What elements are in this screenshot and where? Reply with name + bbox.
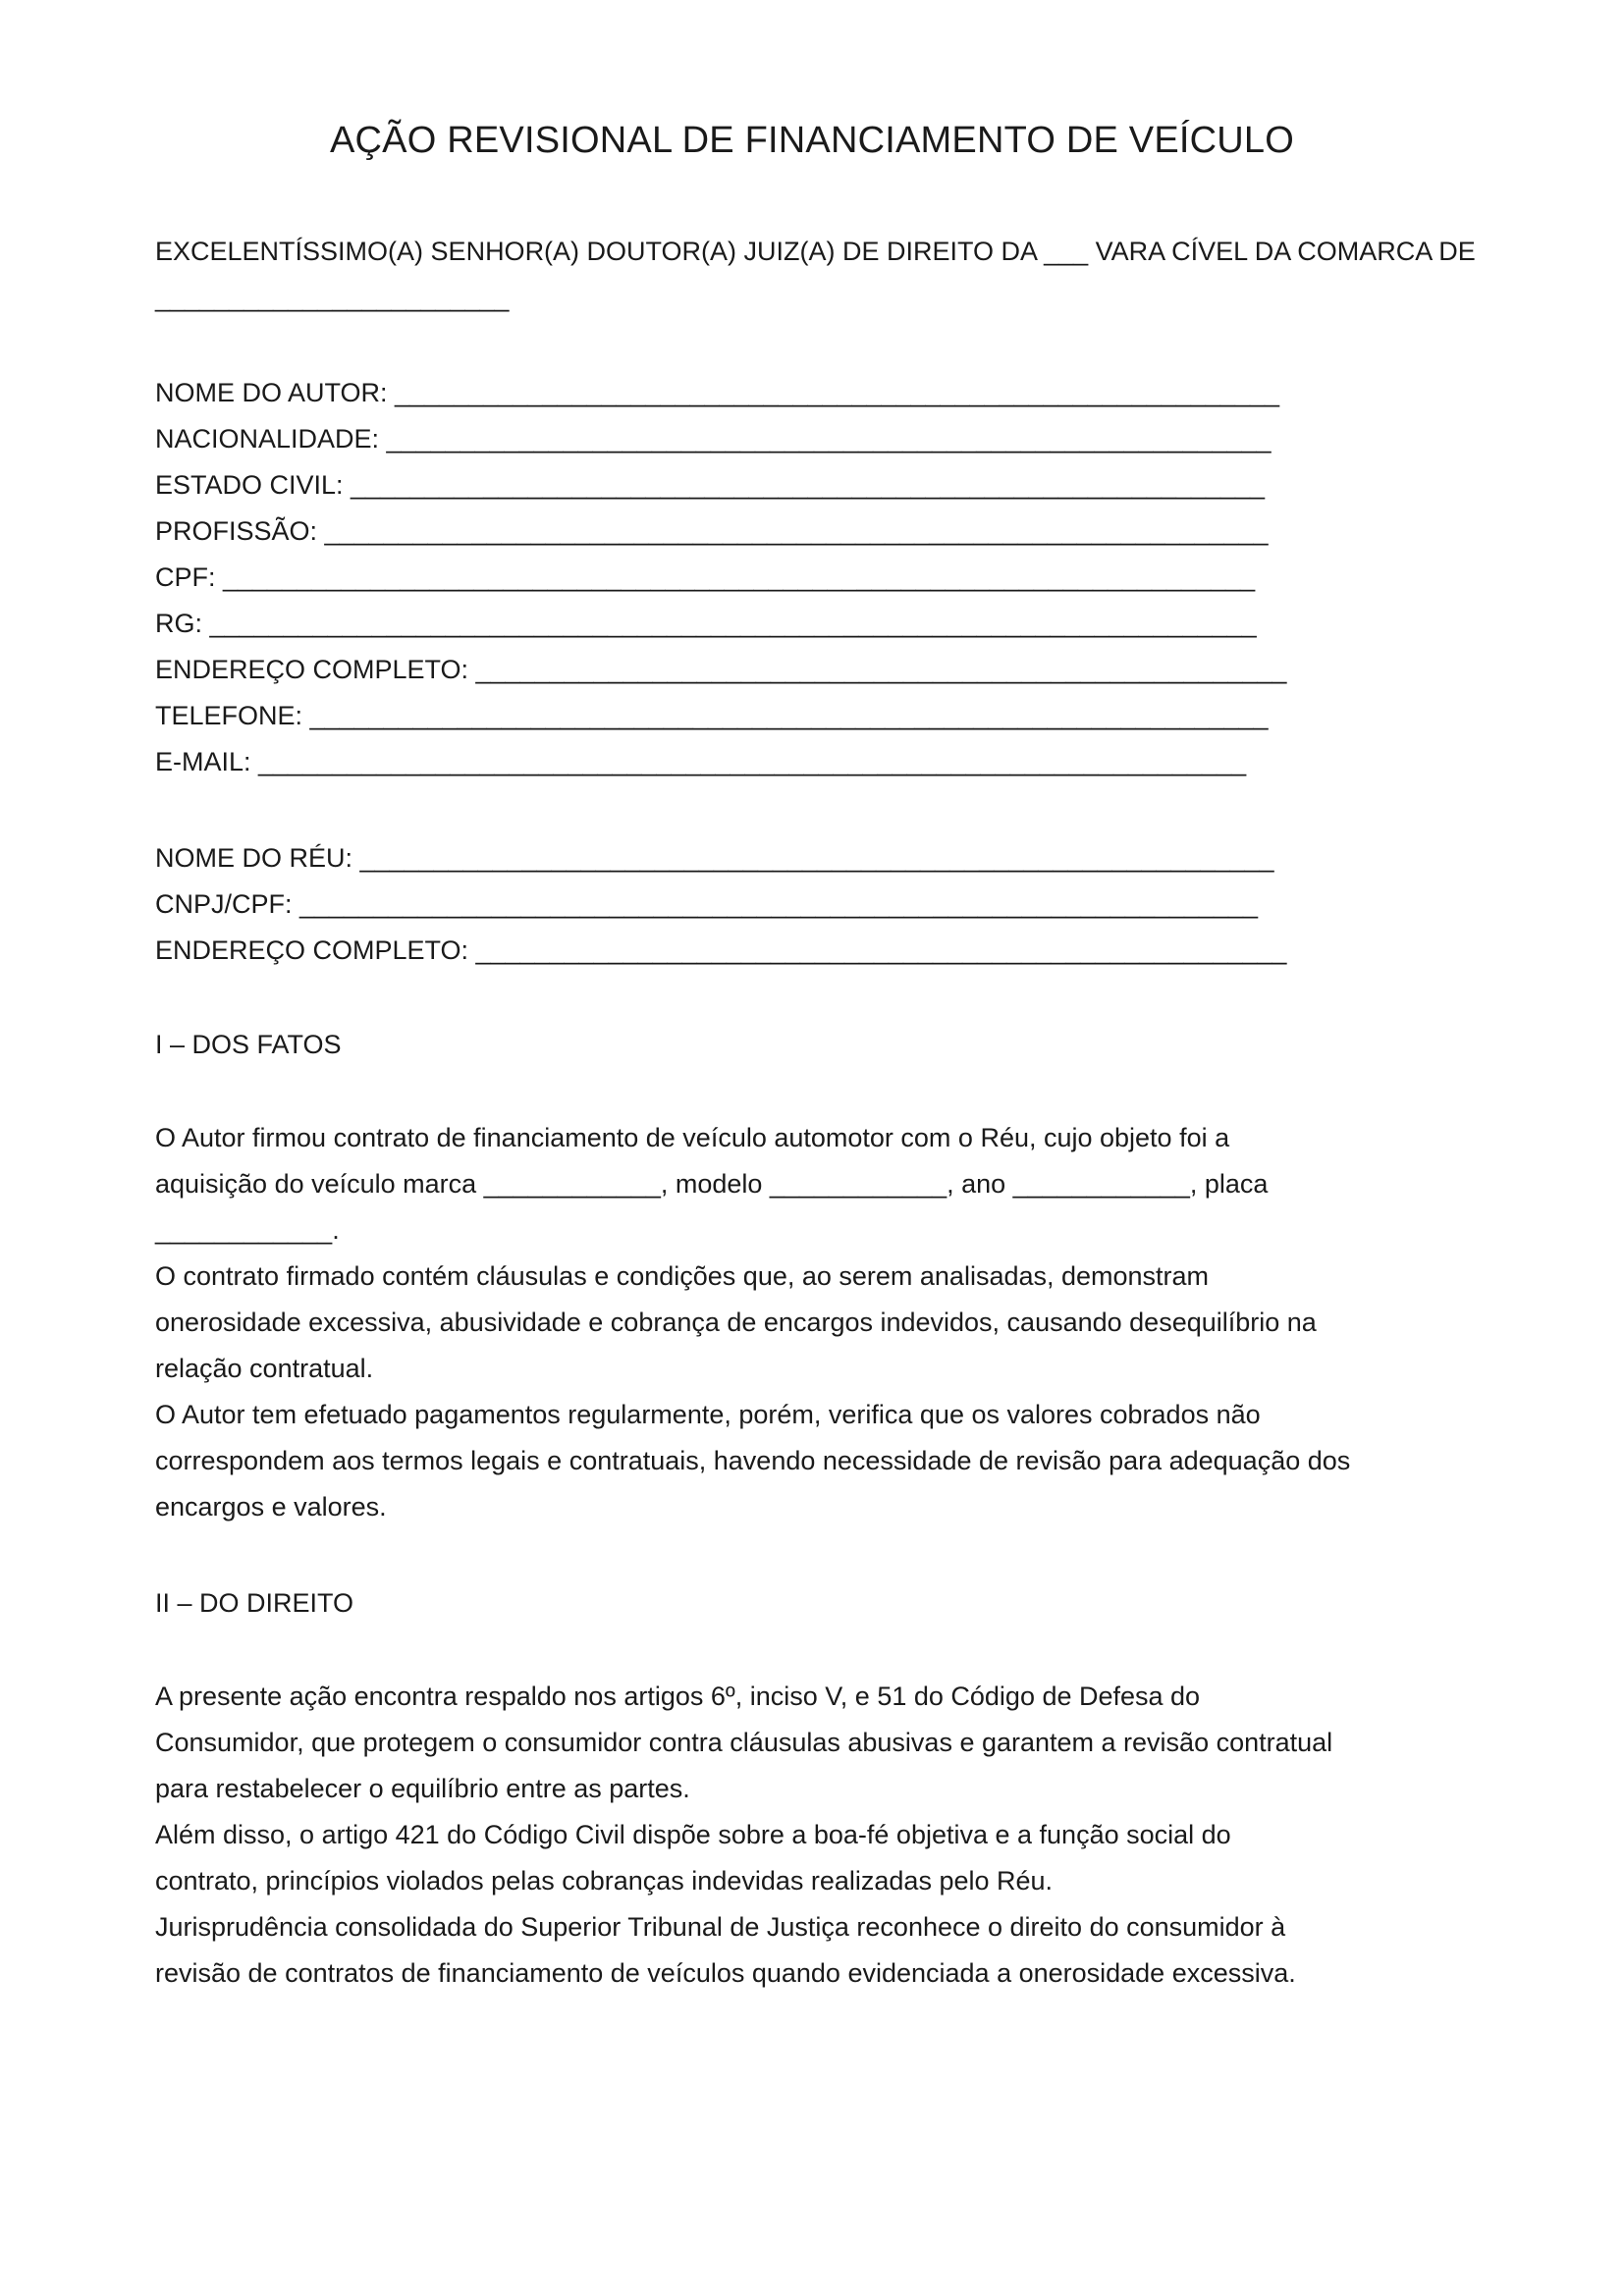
defendant-address-field: ENDEREÇO COMPLETO: _______________________________________________________ — [155, 935, 1287, 965]
author-fields — [155, 370, 1569, 785]
facts-line: encargos e valores. — [155, 1492, 387, 1522]
facts-line: ____________. — [155, 1215, 340, 1245]
facts-line: onerosidade excessiva, abusividade e cobrança de encargos indevidos, causando desequilíbrio na — [155, 1308, 1317, 1337]
law-line: A presente ação encontra respaldo nos artigos 6º, inciso V, e 51 do Código de Defesa do — [155, 1682, 1201, 1711]
law-line: contrato, princípios violados pelas cobranças indevidas realizadas pelo Réu. — [155, 1866, 1054, 1896]
author-email-field: E-MAIL: ___________________________________________________________________ — [155, 747, 1247, 776]
author-marital-status-field: ESTADO CIVIL: ______________________________________________________________ — [155, 470, 1266, 500]
court-address-blank: ________________________ — [155, 283, 510, 312]
law-line: revisão de contratos de financiamento de veículos quando evidenciada a onerosidade excessiva. — [155, 1958, 1296, 1988]
law-line: Além disso, o artigo 421 do Código Civil dispõe sobre a boa-fé objetiva e a função social do — [155, 1820, 1231, 1849]
facts-heading: I – DOS FATOS — [155, 1030, 342, 1059]
facts-line: O Autor tem efetuado pagamentos regularmente, porém, verifica que os valores cobrados não — [155, 1400, 1261, 1429]
author-cpf-field: CPF: ______________________________________________________________________ — [155, 562, 1256, 592]
author-rg-field: RG: _______________________________________________________________________ — [155, 609, 1257, 638]
defendant-name-field: NOME DO RÉU: ______________________________________________________________ — [155, 843, 1274, 873]
facts-line: correspondem aos termos legais e contratuais, havendo necessidade de revisão para adequação dos — [155, 1446, 1351, 1475]
facts-section-heading — [155, 1022, 1569, 1068]
law-heading: II – DO DIREITO — [155, 1588, 354, 1618]
facts-line: O Autor firmou contrato de financiamento de veículo automotor com o Réu, cujo objeto foi a — [155, 1123, 1230, 1152]
document-title: AÇÃO REVISIONAL DE FINANCIAMENTO DE VEÍCULO — [329, 120, 1295, 161]
court-address-line: EXCELENTÍSSIMO(A) SENHOR(A) DOUTOR(A) JUIZ(A) DE DIREITO DA ___ VARA CÍVEL DA COMARCA DE — [155, 237, 1476, 266]
defendant-cnpj-cpf-field: CNPJ/CPF: _________________________________________________________________ — [155, 889, 1259, 919]
law-section-body — [155, 1674, 1569, 1997]
facts-line: aquisição do veículo marca ____________, modelo ____________, ano ____________, placa — [155, 1169, 1269, 1199]
author-address-field: ENDEREÇO COMPLETO: _______________________________________________________ — [155, 655, 1287, 684]
author-name-field: NOME DO AUTOR: ____________________________________________________________ — [155, 378, 1279, 407]
law-line: para restabelecer o equilíbrio entre as partes. — [155, 1774, 690, 1803]
author-profession-field: PROFISSÃO: ________________________________________________________________ — [155, 516, 1269, 546]
law-line: Consumidor, que protegem o consumidor contra cláusulas abusivas e garantem a revisão contratual — [155, 1728, 1333, 1757]
defendant-fields — [155, 835, 1569, 974]
law-line: Jurisprudência consolidada do Superior Tribunal de Justiça reconhece o direito do consumidor à — [155, 1912, 1286, 1942]
facts-section-body — [155, 1115, 1569, 1530]
facts-line: relação contratual. — [155, 1354, 374, 1383]
facts-line: O contrato firmado contém cláusulas e condições que, ao serem analisadas, demonstram — [155, 1261, 1210, 1291]
author-nationality-field: NACIONALIDADE: ____________________________________________________________ — [155, 424, 1272, 454]
court-address — [155, 229, 1569, 321]
author-phone-field: TELEFONE: _________________________________________________________________ — [155, 701, 1269, 730]
law-section-heading — [155, 1580, 1569, 1627]
